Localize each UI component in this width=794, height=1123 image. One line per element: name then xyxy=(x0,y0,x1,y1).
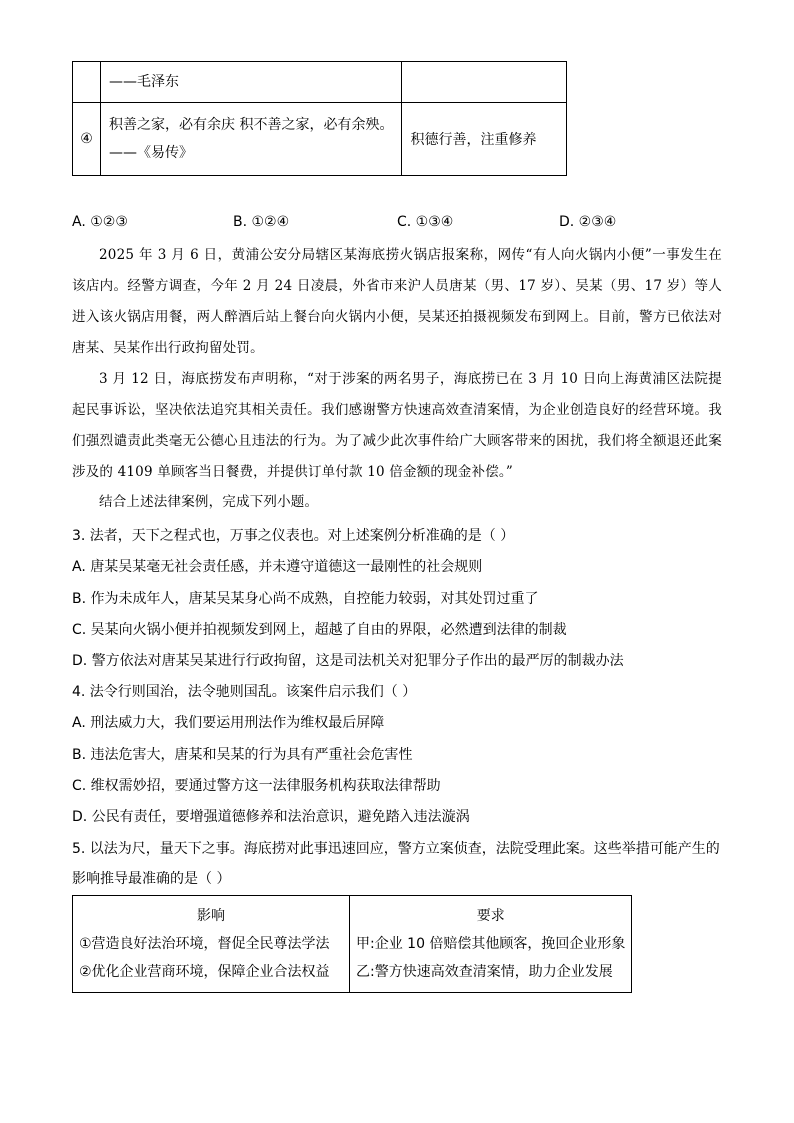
question-3-option-b: B. 作为未成年人，唐某吴某身心尚不成熟，自控能力较弱，对其处罚过重了 xyxy=(72,591,539,607)
impact-item-1: ①营造良好法治环境，督促全民尊法学法 xyxy=(79,936,330,952)
material-paragraph-2: 3 月 12 日，海底捞发布声明称，“对于涉案的两名男子，海底捞已在 3 月 10 日向上海黄浦区法院提起民事诉讼，坚决依法追究其相关责任。我们感谢警方快速高效查清案情，为企业创造良好的经营环境。我们强烈谴责此类毫无公德心且违法的行为。为了减少此次事件给广大顾客带来的困扰，我们将全额退还此案涉及的 4109 单顾客当日餐费，并提供订单付款 10 倍金额的现金补偿。” xyxy=(72,371,722,480)
question-3-option-d: D. 警方依法对唐某吴某进行行政拘留，这是司法机关对犯罪分子作出的最严厉的制裁办法 xyxy=(72,653,624,669)
option-b: B. ①②④ xyxy=(233,214,290,230)
option-a: A. ①②③ xyxy=(72,214,128,230)
table-row xyxy=(73,103,567,176)
question-4-stem: 4. 法令行则国治，法令驰则国乱。该案件启示我们（ ） xyxy=(72,684,417,700)
quote-source: ——《易传》 xyxy=(109,145,193,161)
row-number: ④ xyxy=(73,103,101,176)
question-4-option-a: A. 刑法威力大，我们要运用刑法作为维权最后屏障 xyxy=(72,715,385,731)
question-4-option-d: D. 公民有责任，要增强道德修养和法治意识，避免踏入违法漩涡 xyxy=(72,809,470,825)
requirement-column xyxy=(350,896,632,993)
question-5-stem: 5. 以法为尺，量天下之事。海底捞对此事迅速回应，警方立案侦查，法院受理此案。这些举措可能产生的影响推导最准确的是（ ） xyxy=(72,841,720,887)
question-3-stem: 3. 法者，天下之程式也，万事之仪表也。对上述案例分析准确的是（ ） xyxy=(72,528,515,544)
requirement-item-1: 甲:企业 10 倍赔偿其他顾客，挽回企业形象 xyxy=(356,936,626,952)
quote-cell xyxy=(101,103,402,176)
requirement-header: 要求 xyxy=(476,908,505,924)
impact-requirement-table xyxy=(72,895,632,993)
table-row xyxy=(73,62,567,103)
question-4-option-c: C. 维权需妙招，要通过警方这一法律服务机构获取法律帮助 xyxy=(72,778,441,794)
material-instruction: 结合上述法律案例，完成下列小题。 xyxy=(99,494,319,510)
option-d: D. ②③④ xyxy=(559,214,617,230)
quote-cell xyxy=(101,62,402,103)
quote-source: ——毛泽东 xyxy=(109,74,179,90)
row-number xyxy=(73,62,101,103)
previous-question-options xyxy=(72,214,732,236)
impact-column xyxy=(73,896,350,993)
quote-text: 积善之家，必有余庆 积不善之家，必有余殃。 xyxy=(109,117,394,133)
quotes-table xyxy=(72,61,567,176)
impact-item-2: ②优化企业营商环境，保障企业合法权益 xyxy=(79,964,330,980)
material-paragraph-1: 2025 年 3 月 6 日，黄浦公安分局辖区某海底捞火锅店报案称，网传“有人向火锅内小便”一事发生在该店内。经警方调查，今年 2 月 24 日凌晨，外省市来沪人员唐某（男、17 岁）、吴某（男、17 岁）等人进入该火锅店用餐，两人醉酒后站上餐台向火锅内小便，吴某还拍摄视频发布到网上。目前，警方已依法对唐某、吴某作出行政拘留处罚。 xyxy=(72,247,722,356)
theme-cell xyxy=(402,62,567,103)
theme-cell: 积德行善，注重修养 xyxy=(402,103,567,176)
option-c: C. ①③④ xyxy=(397,214,454,230)
table-row xyxy=(73,896,632,993)
requirement-item-2: 乙:警方快速高效查清案情，助力企业发展 xyxy=(356,964,613,980)
impact-header: 影响 xyxy=(197,908,225,924)
question-3-option-a: A. 唐某吴某毫无社会责任感，并未遵守道德这一最刚性的社会规则 xyxy=(72,559,483,575)
question-3-option-c: C. 吴某向火锅小便并拍视频发到网上，超越了自由的界限，必然遭到法律的制裁 xyxy=(72,622,567,638)
question-4-option-b: B. 违法危害大，唐某和吴某的行为具有严重社会危害性 xyxy=(72,747,413,763)
